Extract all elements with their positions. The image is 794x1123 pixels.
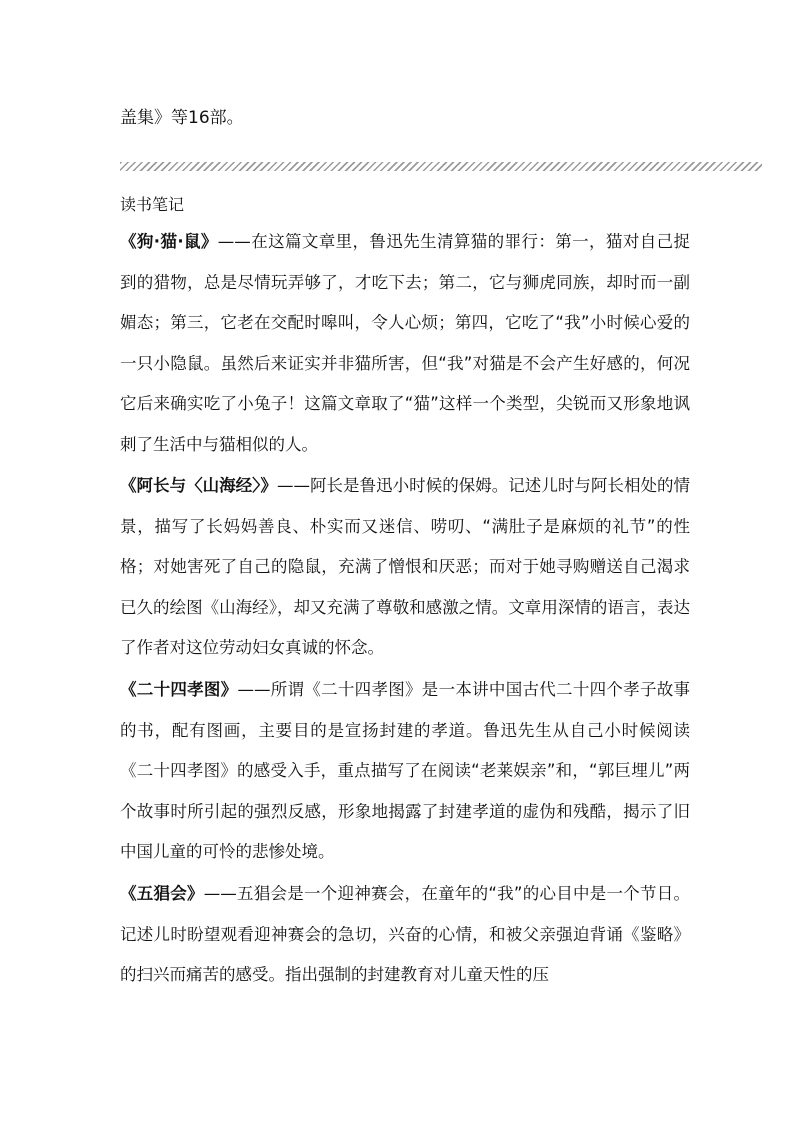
hatched-divider — [120, 162, 762, 171]
continuation-line: 盖集》等16部。 — [120, 108, 244, 128]
entry-title: 《五猖会》 — [120, 884, 204, 903]
entry-paragraph — [120, 466, 690, 669]
entry-paragraph — [120, 670, 690, 873]
entry-title: 《狗·猫·鼠》 — [120, 232, 218, 251]
entry-paragraph — [120, 222, 690, 466]
entry-paragraph — [120, 874, 690, 996]
section-heading: 读书笔记 — [120, 195, 185, 214]
entry-body: ——所谓《二十四孝图》是一本讲中国古代二十四个孝子故事的书，配有图画，主要目的是宣扬封建的孝道。鲁迅先生从自己小时候阅读《二十四孝图》的感受入手，重点描写了在阅读“老莱娱亲”和，“郭巨埋儿”两个故事时所引起的强烈反感，形象地揭露了封建孝道的虚伪和残酷，揭示了旧中国儿童的可怜的悲惨处境。 — [120, 680, 690, 862]
entry-title: 《二十四孝图》 — [120, 680, 238, 699]
entry-body: ——五猖会是一个迎神赛会，在童年的“我”的心目中是一个节日。记述儿时盼望观看迎神赛会的急切，兴奋的心情，和被父亲强迫背诵《鉴略》的扫兴而痛苦的感受。指出强制的封建教育对儿童天性的压 — [120, 884, 690, 985]
entry-body: ——阿长是鲁迅小时候的保姆。记述儿时与阿长相处的情景，描写了长妈妈善良、朴实而又迷信、唠叨、“满肚子是麻烦的礼节”的性格；对她害死了自己的隐鼠，充满了憎恨和厌恶；而对于她寻购赠送自己渴求已久的绘图《山海经》，却又充满了尊敬和感激之情。文章用深情的语言，表达了作者对这位劳动妇女真诚的怀念。 — [120, 476, 691, 658]
entry-title: 《阿长与〈山海经〉》 — [120, 476, 277, 495]
entry-body: ——在这篇文章里，鲁迅先生清算猫的罪行：第一，猫对自己捉到的猎物，总是尽情玩弄够了，才吃下去；第二，它与狮虎同族，却时而一副媚态；第三，它老在交配时嗥叫，令人心烦；第四，它吃了“我”小时候心爱的一只小隐鼠。虽然后来证实并非猫所害，但“我”对猫是不会产生好感的，何况它后来确实吃了小兔子！这篇文章取了“猫”这样一个类型，尖锐而又形象地讽刺了生活中与猫相似的人。 — [120, 232, 691, 454]
